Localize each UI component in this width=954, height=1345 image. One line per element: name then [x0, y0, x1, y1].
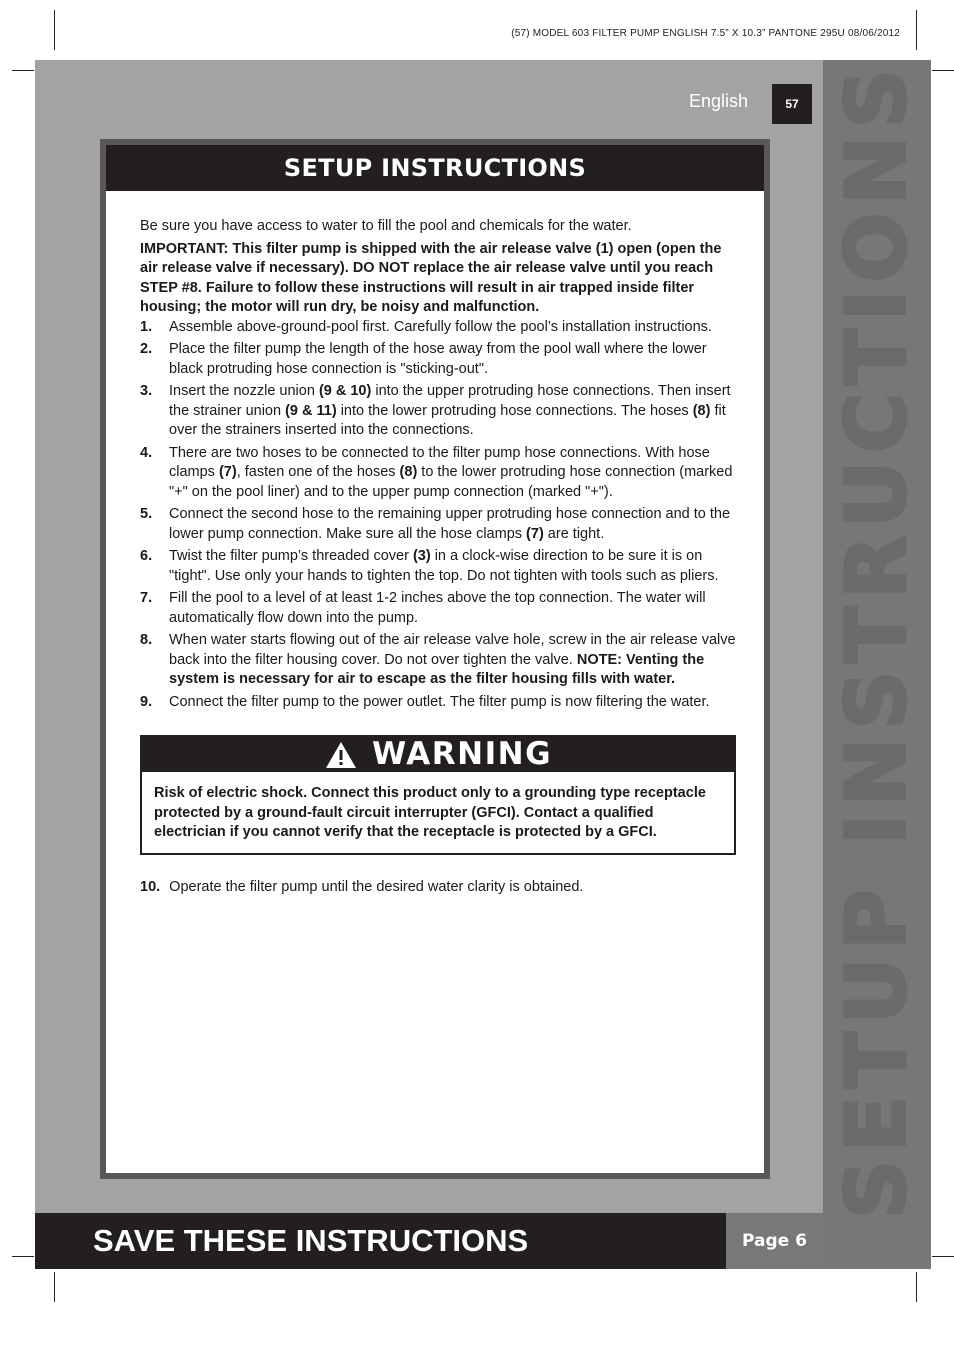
step-10 — [140, 878, 738, 898]
step-bold-text: (9 & 11) — [285, 402, 337, 419]
language-label: English — [689, 91, 749, 111]
step-number: 6. — [140, 548, 153, 564]
crop-mark — [12, 1256, 34, 1257]
steps-list — [140, 318, 738, 713]
step-text: Place the filter pump the length of the hose away from the pool wall where the lower black protruding hose connection is "sticking-out". — [169, 341, 707, 377]
panel-title: SETUP INSTRUCTIONS — [106, 145, 764, 191]
instructions-panel — [100, 139, 770, 1179]
step-number: 4. — [140, 444, 153, 461]
step-number: 7. — [140, 590, 153, 606]
warning-box — [140, 735, 736, 855]
crop-mark — [54, 1272, 55, 1302]
step-text: Fill the pool to a level of at least 1-2 inches above the top connection. The water will automatically flow down into the pump. — [169, 590, 706, 626]
crop-mark — [54, 10, 55, 50]
step-number: 9. — [140, 693, 153, 710]
step-text: Assemble above-ground-pool first. Carefully follow the pool’s installation instructions. — [169, 318, 712, 335]
step-text: to the lower protruding hose connection (marked "+" on the pool liner) and to the upper pump connection (marked "+"). — [169, 464, 733, 500]
side-title-text: SETUP INSTRUCTIONS — [829, 60, 925, 1220]
page-number-badge: 57 — [772, 84, 812, 124]
footer-banner — [35, 1213, 726, 1269]
step-bold-text: (7) — [218, 464, 237, 480]
step-text: into the upper protruding hose connections. Then insert the strainer union — [169, 383, 731, 419]
step-text: , fasten one of the hoses — [236, 464, 400, 480]
step-item — [140, 318, 738, 338]
print-slug: (57) MODEL 603 FILTER PUMP ENGLISH 7.5” X 10.3” PANTONE 295U 08/06/2012 — [511, 28, 900, 39]
step-text: When water starts flowing out of the air release valve hole, screw in the air release valve back into the filter housing cover. Do not over tighten the valve. — [169, 632, 736, 668]
step-item — [140, 547, 738, 586]
step-number: 5. — [140, 506, 153, 522]
step-text: Insert the nozzle union — [169, 383, 319, 399]
step-bold-text: (9 & 10) — [318, 383, 372, 399]
important-note: IMPORTANT: This filter pump is shipped with the air release valve (1) open (open the air release valve if necessary). DO NOT replace the air release valve until you reach STEP #8. Failure to follow these instructions will result in air trapped inside filter housing; the motor will run dry, be noisy and malfunction. — [140, 240, 722, 315]
step-item — [140, 444, 738, 503]
step-text: Operate the filter pump until the desired water clarity is obtained. — [169, 878, 584, 895]
crop-mark — [932, 1256, 954, 1257]
crop-mark — [12, 70, 34, 71]
step-bold-text: (8) — [692, 402, 711, 419]
crop-mark — [916, 1272, 917, 1302]
step-item — [140, 382, 738, 441]
page-label: Page 6 — [726, 1213, 823, 1269]
step-item — [140, 693, 738, 713]
step-text: in a clock-wise direction to be sure it is on "tight". Use only your hands to tighten the top. Do not tighten with tools such as pliers. — [169, 548, 719, 584]
warning-header — [142, 737, 734, 772]
step-item — [140, 505, 738, 544]
warning-triangle-icon — [324, 740, 358, 770]
step-text: are tight. — [543, 525, 605, 542]
step-number: 8. — [140, 632, 153, 648]
intro-text: Be sure you have access to water to fill the pool and chemicals for the water. — [140, 218, 632, 234]
step-number: 10. — [140, 878, 161, 895]
step-number: 3. — [140, 383, 153, 399]
step-number: 1. — [140, 318, 153, 335]
step-text: Twist the filter pump’s threaded cover — [169, 548, 413, 564]
step-item — [140, 631, 738, 690]
step-text: fit over the strainers inserted into the connections. — [169, 402, 726, 438]
step-text: into the lower protruding hose connections. The hoses — [336, 402, 693, 419]
step-item — [140, 340, 738, 379]
step-text: Connect the filter pump to the power outlet. The filter pump is now filtering the water. — [169, 693, 710, 710]
step-bold-text: (8) — [399, 464, 418, 480]
step-item — [140, 589, 738, 628]
instructions-content — [140, 217, 738, 897]
footer-title: SAVE THESE INSTRUCTIONS — [93, 1223, 529, 1258]
step-text: Connect the second hose to the remaining upper protruding hose connection and to the lower pump connection. Make sure all the hose clamps — [169, 506, 731, 542]
step-bold-text: (3) — [412, 548, 431, 564]
step-number: 2. — [140, 341, 153, 357]
crop-mark — [932, 70, 954, 71]
warning-text: Risk of electric shock. Connect this product only to a grounding type receptacle protected by a ground-fault circuit interrupter (GFCI). Contact a qualified electrician if you cannot verify that the receptacle is protected by a GFCI. — [154, 785, 706, 840]
step-text: There are two hoses to be connected to the filter pump hose connections. With hose clamps — [169, 444, 710, 480]
step-bold-text: NOTE: Venting the system is necessary for air to escape as the filter housing fills with water. — [169, 651, 705, 687]
step-bold-text: (7) — [526, 525, 544, 542]
crop-mark — [916, 10, 917, 50]
warning-title: WARNING — [371, 735, 553, 772]
